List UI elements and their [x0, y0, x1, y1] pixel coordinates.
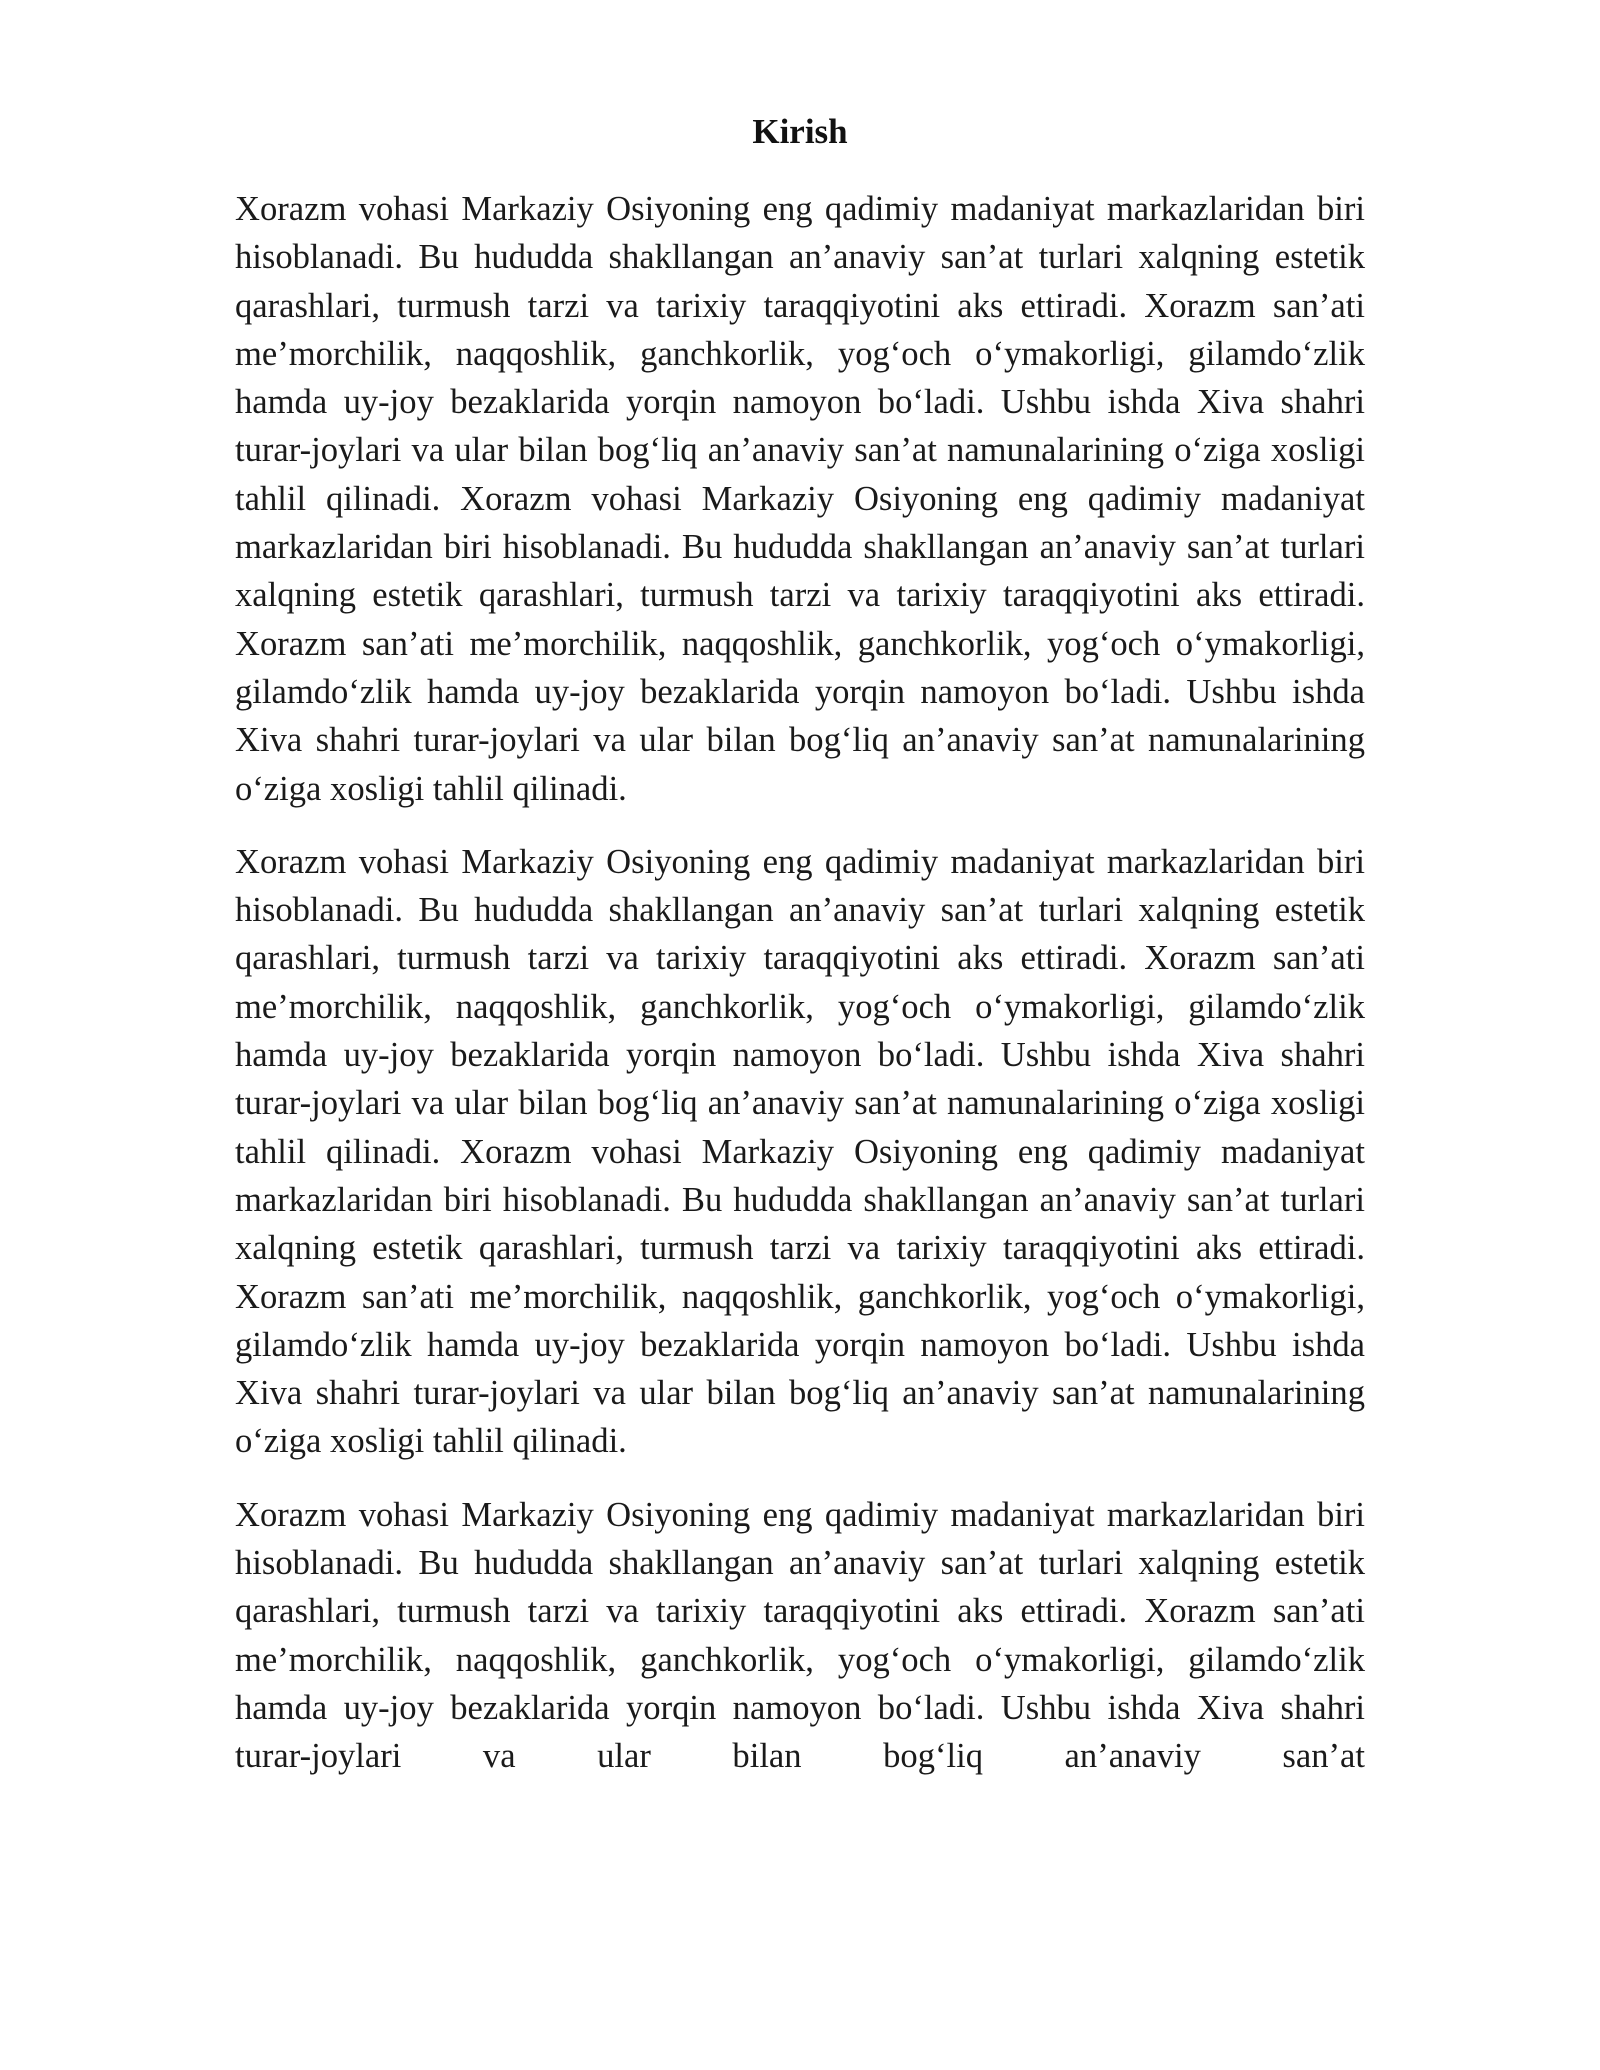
page-title: Kirish — [752, 112, 848, 151]
paragraph-1: Xorazm vohasi Markaziy Osiyoning eng qadimiy madaniyat markazlaridan biri hisoblanadi. Bu hududda shakllangan an’anaviy san’at turlari xalqning estetik qarashlari, turmush tarzi va tarixiy taraqqiyotini aks ettiradi. Xorazm san’ati me’morchilik, naqqoshlik, ganchkorlik, yog‘och o‘ymakorligi, gilamdo‘zlik hamda uy-joy bezaklarida yorqin namoyon bo‘ladi. Ushbu ishda Xiva shahri turar-joylari va ular bilan bog‘liq an’anaviy san’at namunalarining o‘ziga xosligi tahlil qilinadi. Xorazm vohasi Markaziy Osiyoning eng qadimiy madaniyat markazlaridan biri hisoblanadi. Bu hududda shakllangan an’anaviy san’at turlari xalqning estetik qarashlari, turmush tarzi va tarixiy taraqqiyotini aks ettiradi. Xorazm san’ati me’morchilik, naqqoshlik, ganchkorlik, yog‘och o‘ymakorligi, gilamdo‘zlik hamda uy-joy bezaklarida yorqin namoyon bo‘ladi. Ushbu ishda Xiva shahri turar-joylari va ular bilan bog‘liq an’anaviy san’at namunalarining o‘ziga xosligi tahlil qilinadi. — [235, 190, 1365, 808]
document-body — [235, 185, 1365, 1781]
paragraph-3: Xorazm vohasi Markaziy Osiyoning eng qadimiy madaniyat markazlaridan biri hisoblanadi. Bu hududda shakllangan an’anaviy san’at turlari xalqning estetik qarashlari, turmush tarzi va tarixiy taraqqiyotini aks ettiradi. Xorazm san’ati me’morchilik, naqqoshlik, ganchkorlik, yog‘och o‘ymakorligi, gilamdo‘zlik hamda uy-joy bezaklarida yorqin namoyon bo‘ladi. Ushbu ishda Xiva shahri turar-joylari va ular bilan bog‘liq an’anaviy san’at — [235, 1495, 1365, 1776]
paragraph-2: Xorazm vohasi Markaziy Osiyoning eng qadimiy madaniyat markazlaridan biri hisoblanadi. Bu hududda shakllangan an’anaviy san’at turlari xalqning estetik qarashlari, turmush tarzi va tarixiy taraqqiyotini aks ettiradi. Xorazm san’ati me’morchilik, naqqoshlik, ganchkorlik, yog‘och o‘ymakorligi, gilamdo‘zlik hamda uy-joy bezaklarida yorqin namoyon bo‘ladi. Ushbu ishda Xiva shahri turar-joylari va ular bilan bog‘liq an’anaviy san’at namunalarining o‘ziga xosligi tahlil qilinadi. Xorazm vohasi Markaziy Osiyoning eng qadimiy madaniyat markazlaridan biri hisoblanadi. Bu hududda shakllangan an’anaviy san’at turlari xalqning estetik qarashlari, turmush tarzi va tarixiy taraqqiyotini aks ettiradi. Xorazm san’ati me’morchilik, naqqoshlik, ganchkorlik, yog‘och o‘ymakorligi, gilamdo‘zlik hamda uy-joy bezaklarida yorqin namoyon bo‘ladi. Ushbu ishda Xiva shahri turar-joylari va ular bilan bog‘liq an’anaviy san’at namunalarining o‘ziga xosligi tahlil qilinadi. — [235, 842, 1365, 1461]
